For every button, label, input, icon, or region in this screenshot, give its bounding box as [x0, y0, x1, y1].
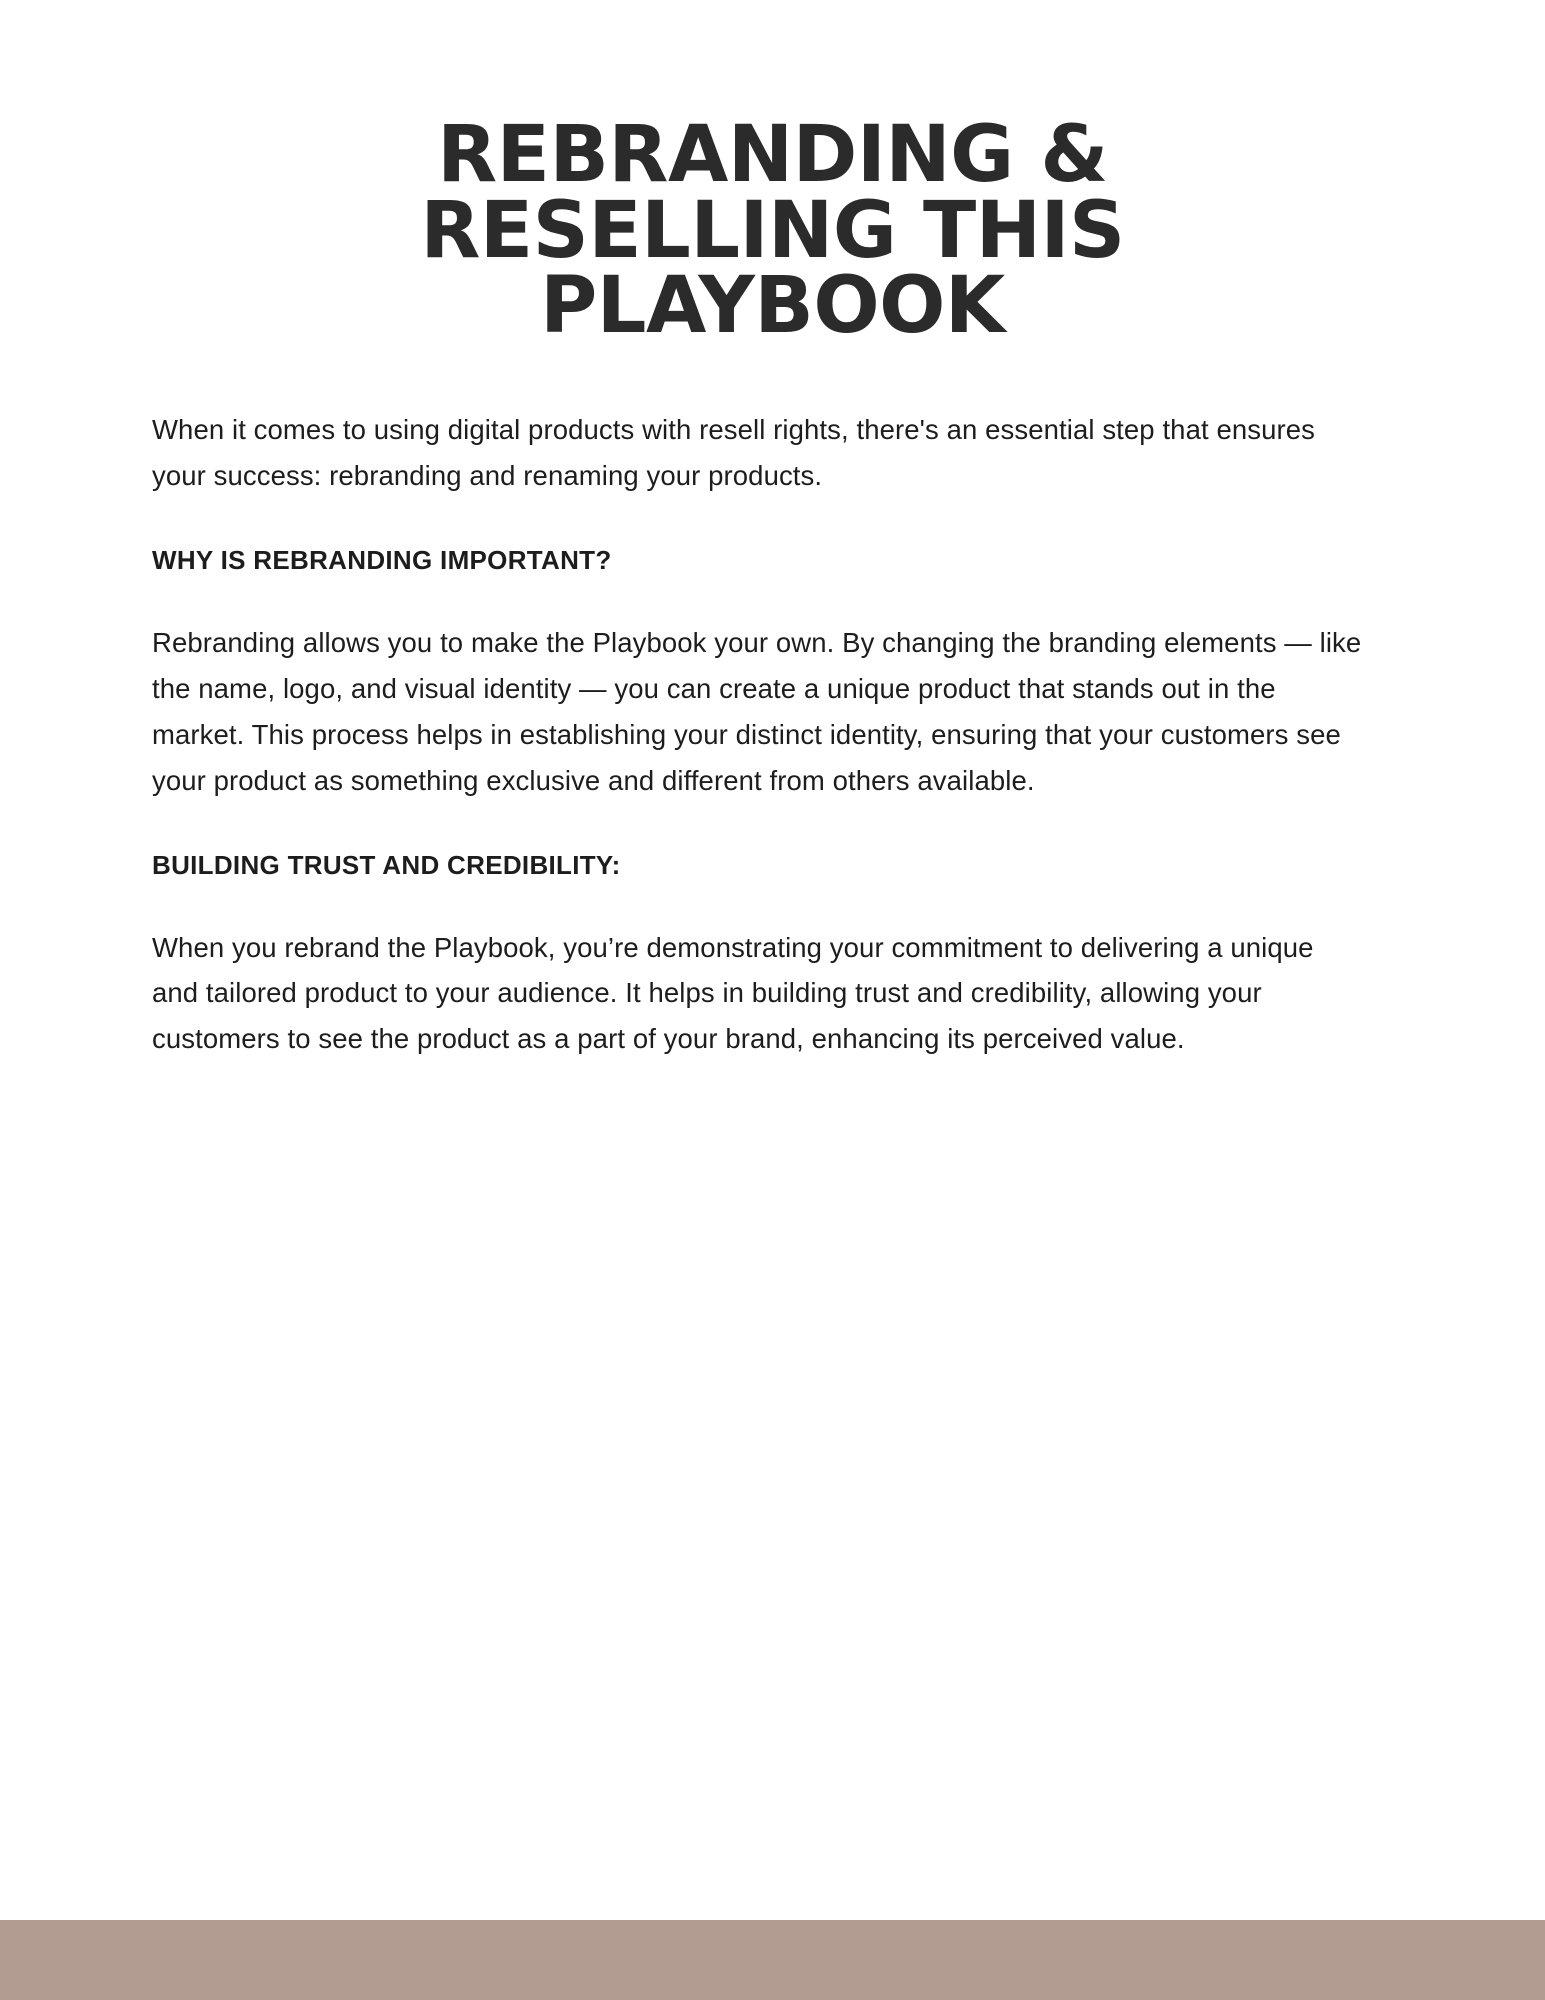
section-heading-building-trust: BUILDING TRUST AND CREDIBILITY:: [152, 849, 621, 880]
page-title-line-3: PLAYBOOK: [540, 261, 1005, 352]
page-title-line-2: RESELLING THIS: [420, 185, 1125, 276]
page-title-line-1: REBRANDING &: [437, 110, 1108, 200]
footer-accent-bar: [0, 1920, 1545, 2000]
section-paragraph-why-rebranding: Rebranding allows you to make the Playbook your own. By changing the branding elements — like the name, logo, and visual identity — you can create a unique product that stands out in the market. This process helps in establishing your distinct identity, ensuring that your customers see your product as something exclusive and different from others available.: [152, 626, 1362, 796]
page-title: [152, 110, 1393, 352]
section-heading-why-rebranding: WHY IS REBRANDING IMPORTANT?: [152, 544, 612, 575]
intro-paragraph: When it comes to using digital products with resell rights, there's an essential step that ensures your success: rebranding and renaming your products.: [152, 413, 1315, 491]
section-paragraph-building-trust: When you rebrand the Playbook, you’re demonstrating your commitment to delivering a unique and tailored product to your audience. It helps in building trust and credibility, allowing your customers to see the product as a part of your brand, enhancing its perceived value.: [152, 931, 1314, 1055]
